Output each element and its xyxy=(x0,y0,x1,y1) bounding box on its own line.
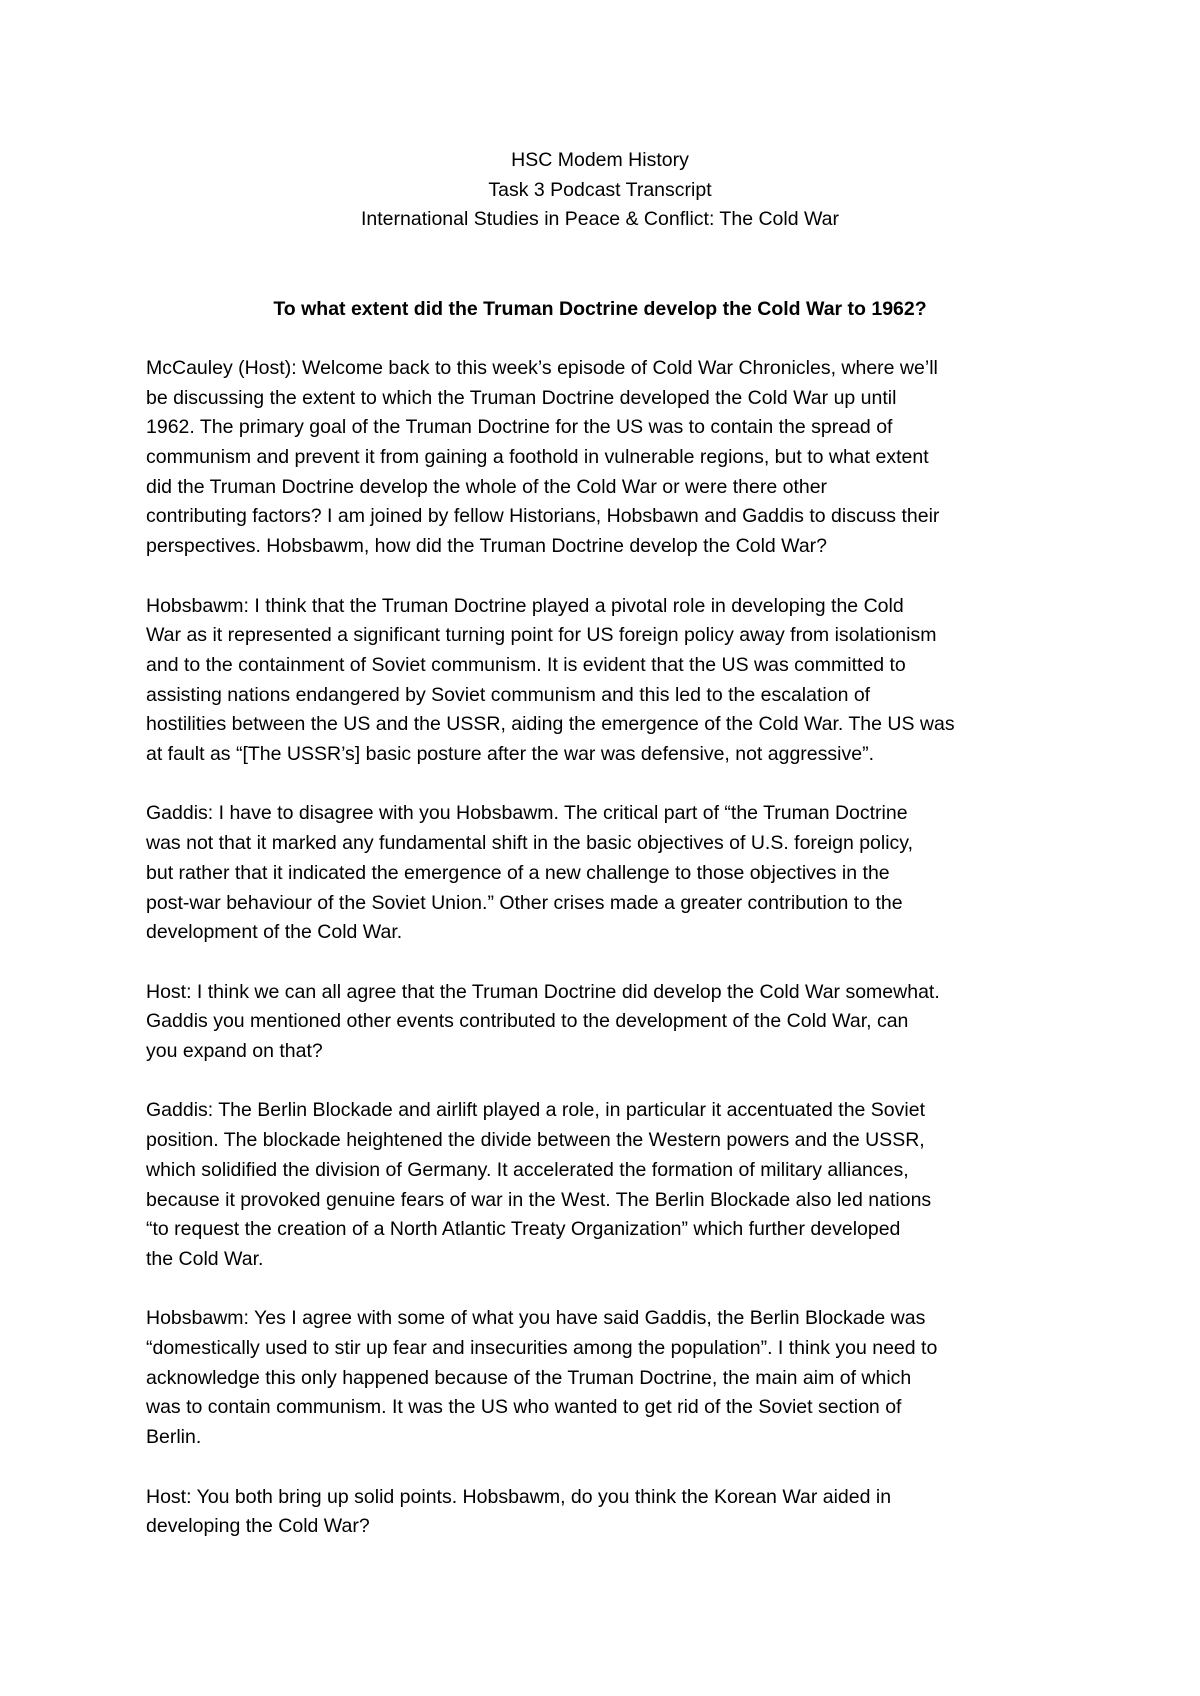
transcript-line: development of the Cold War. xyxy=(146,921,403,944)
transcript-line: position. The blockade heightened the divide between the Western powers and the USSR, xyxy=(146,1129,925,1152)
transcript-line: you expand on that? xyxy=(146,1040,323,1063)
transcript-line: acknowledge this only happened because of the Truman Doctrine, the main aim of which xyxy=(146,1366,912,1389)
document-subject: HSC Modem History xyxy=(511,149,689,171)
transcript-line: which solidified the division of Germany. It accelerated the formation of military alliances, xyxy=(146,1158,909,1181)
transcript-line: post-war behaviour of the Soviet Union.” Other crises made a greater contribution to the xyxy=(146,891,903,914)
transcript-paragraph-gaddis-2 xyxy=(146,1096,1054,1274)
transcript-line: McCauley (Host): Welcome back to this week’s episode of Cold War Chronicles, where we’ll xyxy=(146,356,938,379)
transcript-line: was to contain communism. It was the US who wanted to get rid of the Soviet section of xyxy=(146,1396,902,1419)
transcript-line: contributing factors? I am joined by fellow Historians, Hobsbawn and Gaddis to discuss their xyxy=(146,505,940,528)
transcript-line: War as it represented a significant turning point for US foreign policy away from isolationism xyxy=(146,624,937,647)
transcript-line: 1962. The primary goal of the Truman Doctrine for the US was to contain the spread of xyxy=(146,416,893,439)
transcript-paragraph-host-3 xyxy=(146,1483,1054,1542)
transcript-line: Host: You both bring up solid points. Hobsbawm, do you think the Korean War aided in xyxy=(146,1485,892,1508)
document-task: Task 3 Podcast Transcript xyxy=(488,178,712,201)
document-header xyxy=(146,146,1054,235)
transcript-line: developing the Cold War? xyxy=(146,1515,370,1538)
transcript-line: at fault as “[The USSR’s] basic posture after the war was defensive, not aggressive”. xyxy=(146,743,874,766)
document-unit: International Studies in Peace & Conflict: The Cold War xyxy=(361,208,839,231)
transcript-line: was not that it marked any fundamental shift in the basic objectives of U.S. foreign policy, xyxy=(146,832,914,855)
transcript-line: Berlin. xyxy=(146,1426,202,1449)
transcript-line: Hobsbawm: Yes I agree with some of what you have said Gaddis, the Berlin Blockade was xyxy=(146,1307,926,1330)
transcript-line: Host: I think we can all agree that the Truman Doctrine did develop the Cold War somewhat. xyxy=(146,980,940,1003)
transcript-line: but rather that it indicated the emergence of a new challenge to those objectives in the xyxy=(146,861,890,884)
essay-question: To what extent did the Truman Doctrine develop the Cold War to 1962? xyxy=(273,297,927,320)
transcript-line: perspectives. Hobsbawm, how did the Truman Doctrine develop the Cold War? xyxy=(146,535,828,558)
transcript-line: be discussing the extent to which the Truman Doctrine developed the Cold War up until xyxy=(146,386,897,409)
transcript-paragraph-hobsbawm-2 xyxy=(146,1304,1054,1453)
transcript-line: “domestically used to stir up fear and insecurities among the population”. I think you need to xyxy=(146,1337,938,1360)
transcript-paragraph-hobsbawm-1 xyxy=(146,592,1054,770)
transcript-line: communism and prevent it from gaining a foothold in vulnerable regions, but to what extent xyxy=(146,446,929,468)
transcript-line: “to request the creation of a North Atlantic Treaty Organization” which further developed xyxy=(146,1218,901,1241)
transcript-line: Hobsbawm: I think that the Truman Doctrine played a pivotal role in developing the Cold xyxy=(146,594,904,617)
transcript-line: did the Truman Doctrine develop the whole of the Cold War or were there other xyxy=(146,475,828,498)
transcript-line: the Cold War. xyxy=(146,1247,264,1270)
transcript-line: because it provoked genuine fears of war in the West. The Berlin Blockade also led nations xyxy=(146,1188,932,1211)
transcript-paragraph-mccauley-intro xyxy=(146,354,1054,562)
transcript-line: Gaddis: The Berlin Blockade and airlift played a role, in particular it accentuated the Soviet xyxy=(146,1099,926,1122)
transcript-paragraph-gaddis-1 xyxy=(146,799,1054,948)
transcript-line: hostilities between the US and the USSR, aiding the emergence of the Cold War. The US was xyxy=(146,713,955,736)
transcript-line: and to the containment of Soviet communism. It is evident that the US was committed to xyxy=(146,653,906,676)
transcript-line: Gaddis: I have to disagree with you Hobsbawm. The critical part of “the Truman Doctrine xyxy=(146,802,908,825)
transcript-line: assisting nations endangered by Soviet communism and this led to the escalation of xyxy=(146,683,871,706)
transcript-line: Gaddis you mentioned other events contributed to the development of the Cold War, can xyxy=(146,1010,909,1033)
transcript-paragraph-host-2 xyxy=(146,978,1054,1067)
